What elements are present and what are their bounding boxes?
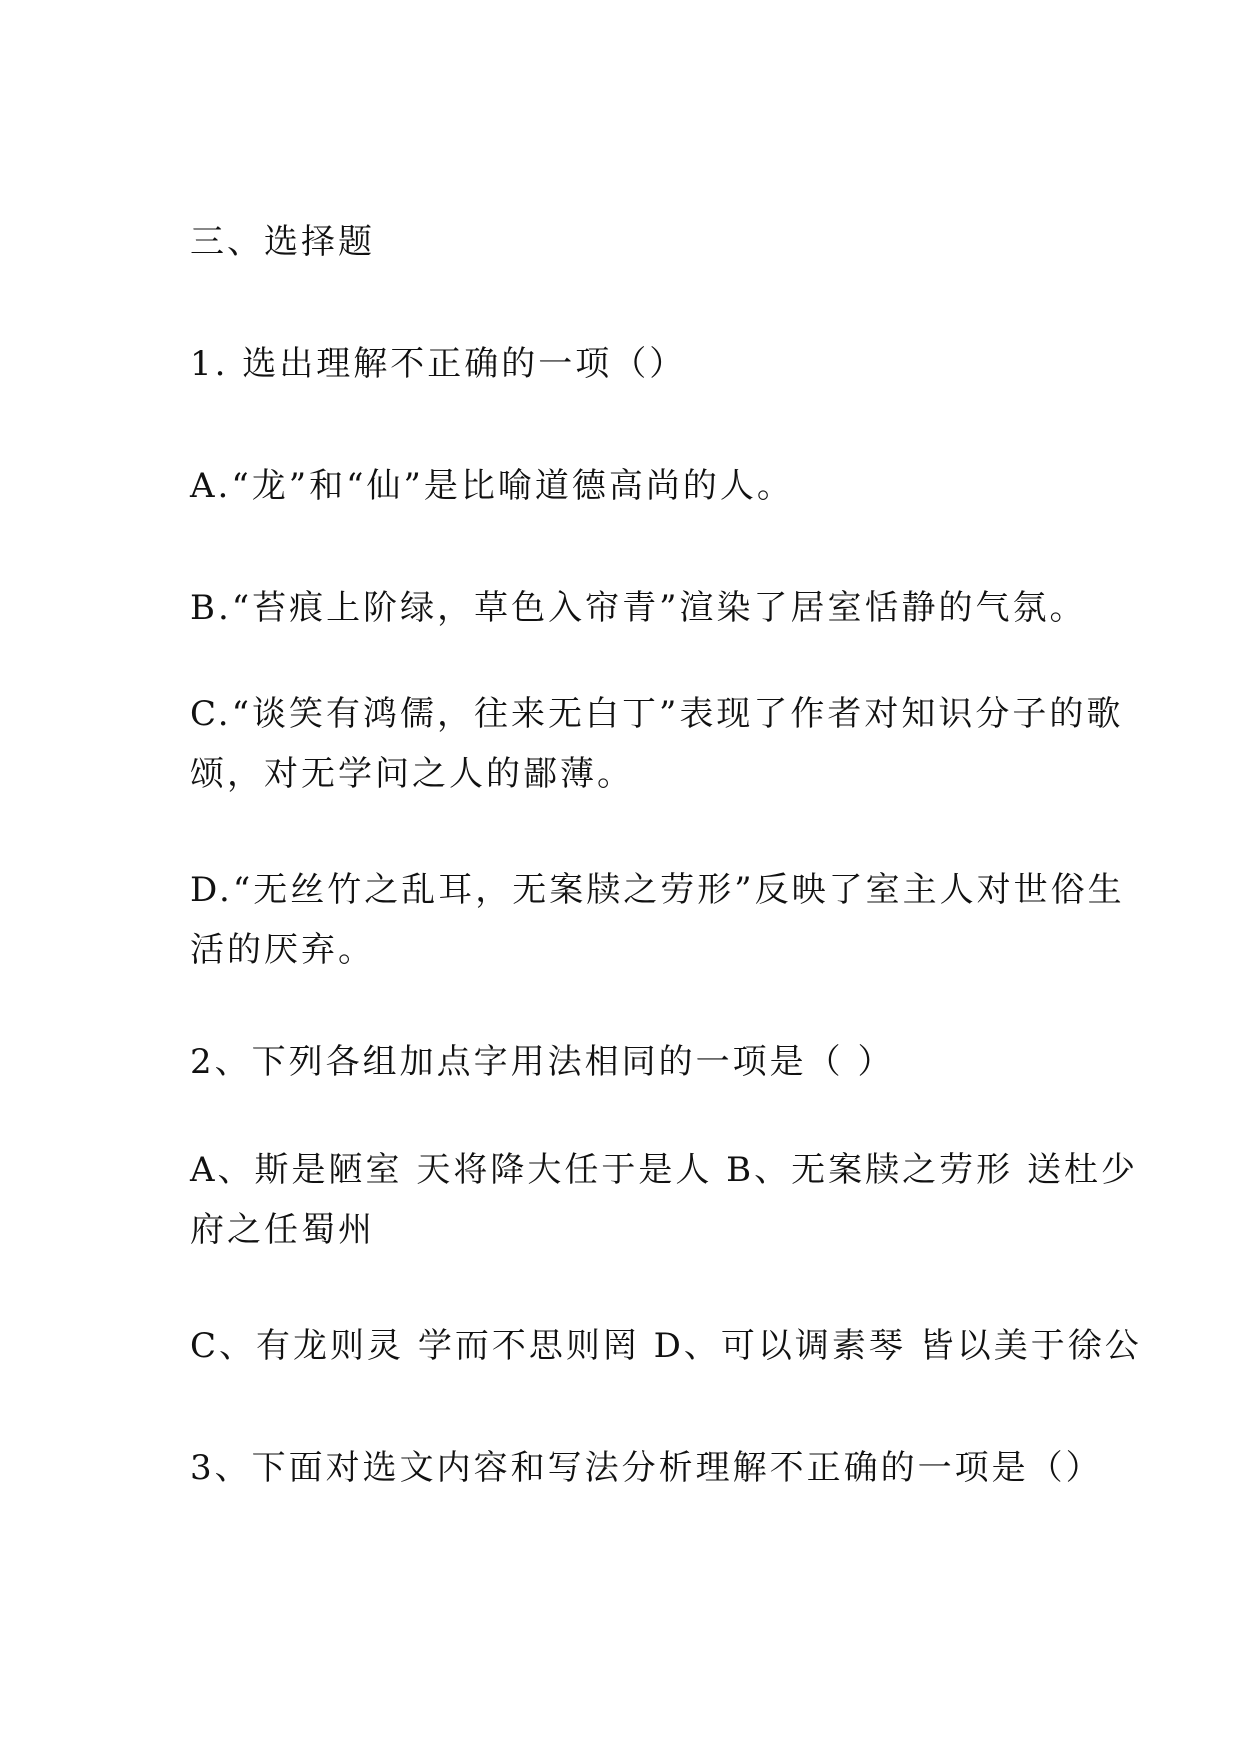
question-1-option-c	[190, 684, 1124, 804]
question-1-option-a: A.“龙”和“仙”是比喻道德高尚的人。	[190, 466, 794, 506]
question-2-stem: 2、下列各组加点字用法相同的一项是（ ）	[190, 1042, 895, 1082]
question-1-stem: 1. 选出理解不正确的一项（）	[190, 344, 687, 384]
question-1-option-d-line-1: D.“无丝竹之乱耳，无案牍之劳形”反映了室主人对世俗生	[190, 870, 1125, 910]
question-1-option-d	[190, 860, 1125, 980]
question-1-option-b: B.“苔痕上阶绿，草色入帘青”渲染了居室恬静的气氛。	[190, 588, 1087, 628]
question-2-options-ab	[190, 1140, 1138, 1260]
question-3-stem: 3、下面对选文内容和写法分析理解不正确的一项是（）	[190, 1448, 1103, 1488]
question-1-option-c-line-1: C.“谈笑有鸿儒，往来无白丁”表现了作者对知识分子的歌	[190, 694, 1124, 734]
question-2-options-cd: C、有龙则灵 学而不思则罔 D、可以调素琴 皆以美于徐公	[190, 1326, 1142, 1366]
question-1-option-d-line-2: 活的厌弃。	[190, 930, 375, 970]
question-1-option-c-line-2: 颂，对无学问之人的鄙薄。	[190, 754, 634, 794]
question-2-options-ab-line-2: 府之任蜀州	[190, 1210, 375, 1250]
question-2-options-ab-line-1: A、斯是陋室 天将降大任于是人 B、无案牍之劳形 送杜少	[190, 1150, 1138, 1190]
section-title: 三、选择题	[190, 222, 375, 262]
